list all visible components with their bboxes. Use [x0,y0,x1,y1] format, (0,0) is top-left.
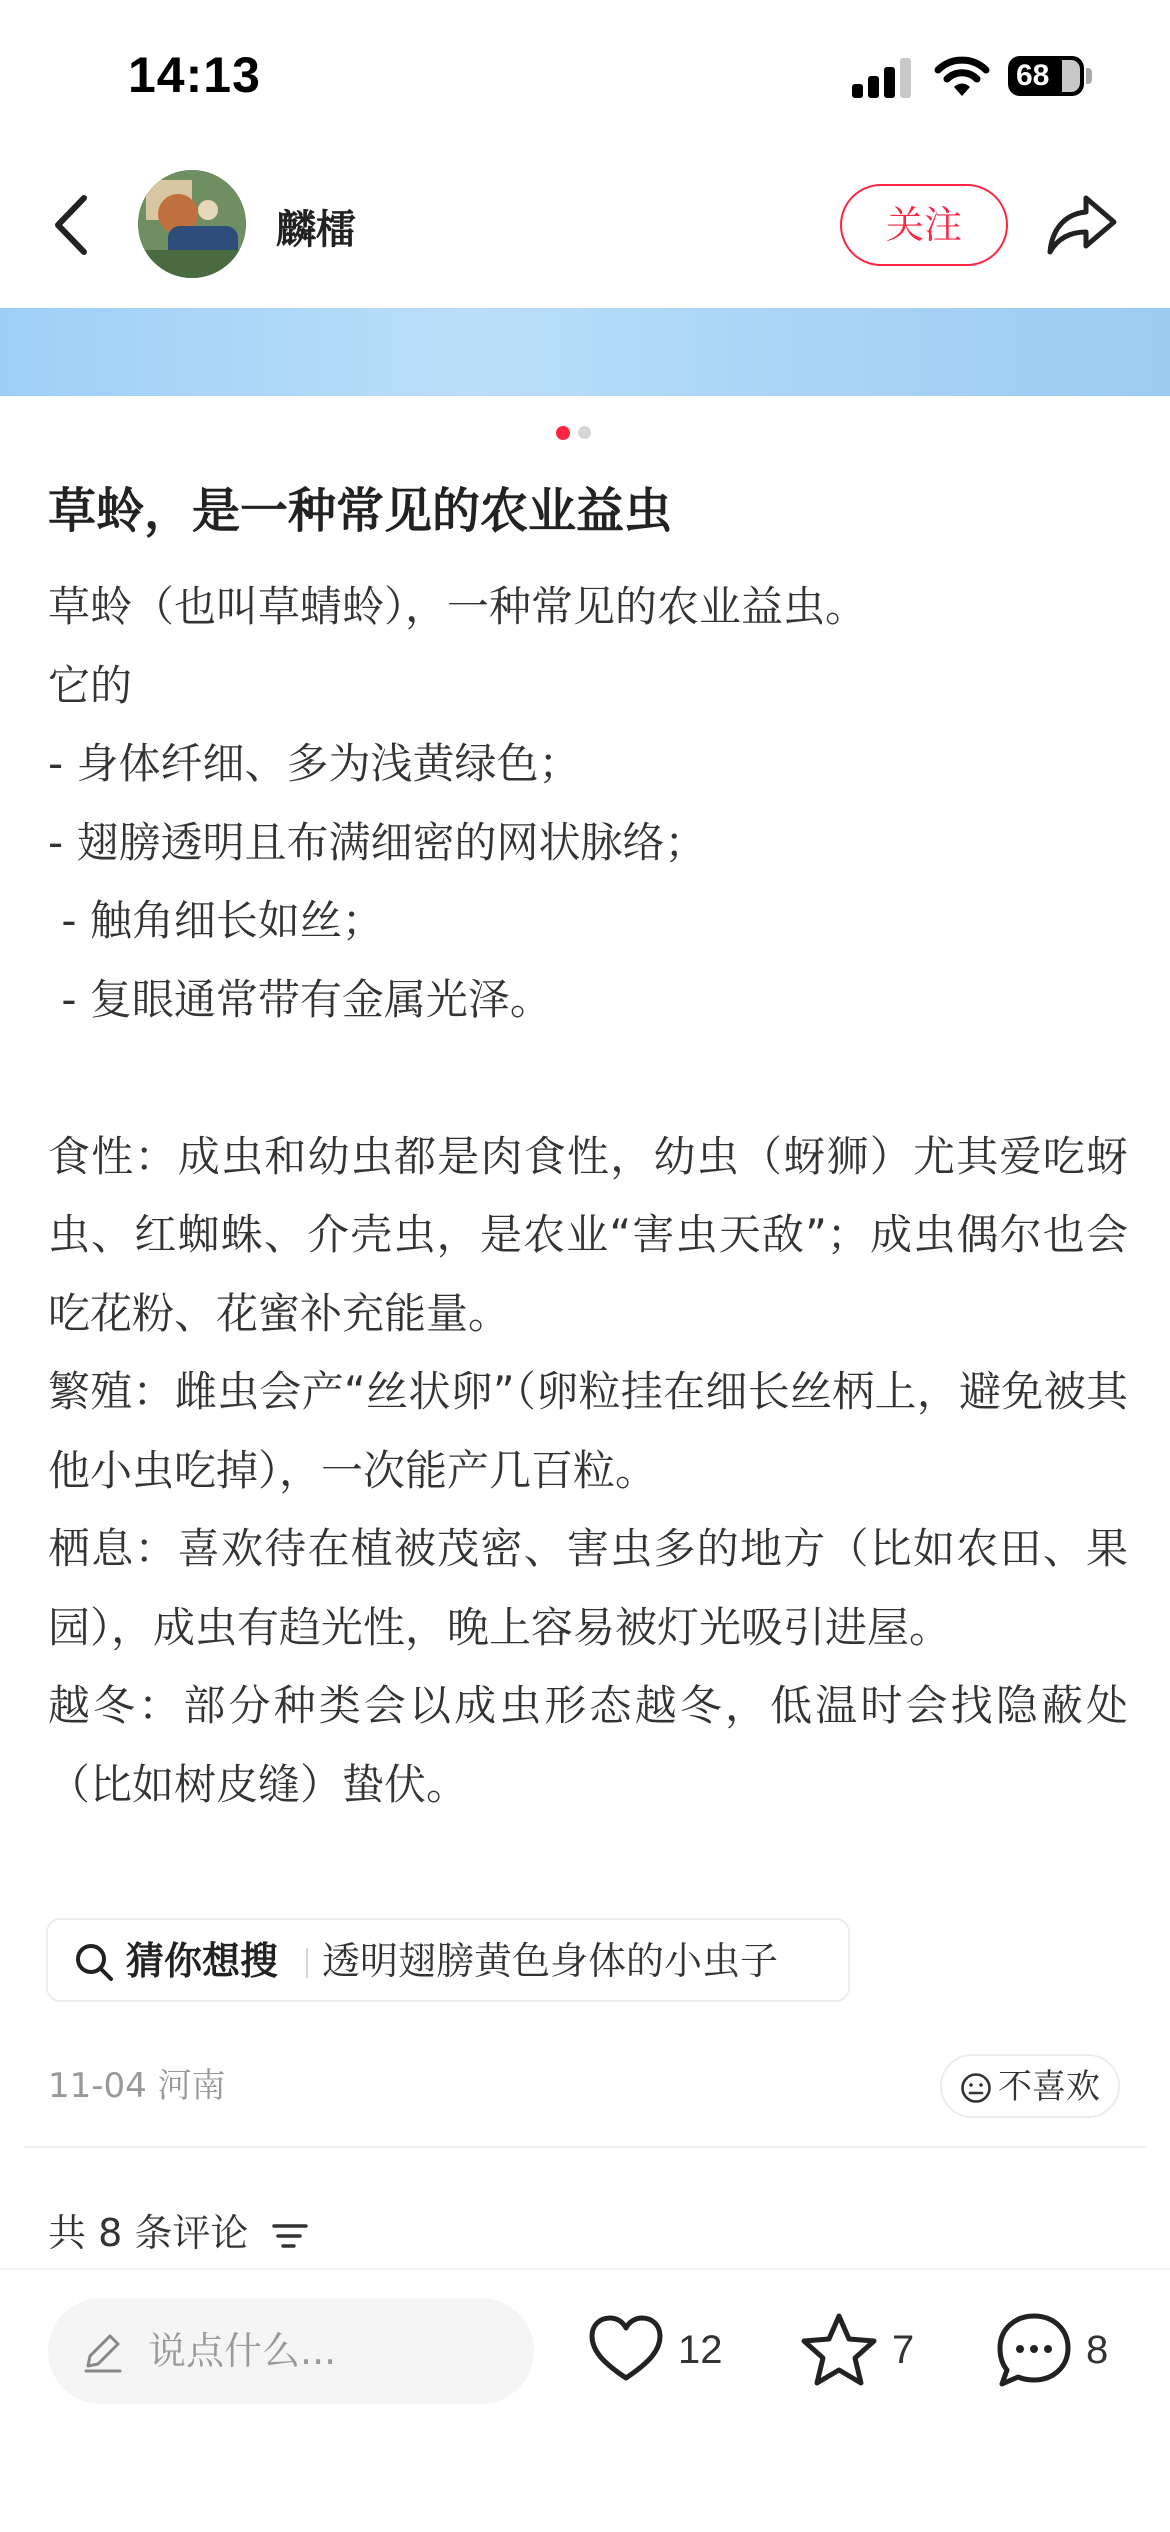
dislike-label: 不喜欢 [998,2067,1100,2107]
heart-icon [586,2310,666,2390]
battery-percent: 68 [1016,59,1050,92]
note-blank-line [48,1039,1128,1118]
battery-cap [1086,68,1092,84]
note-image-carousel[interactable] [0,308,1170,396]
like-count: 12 [678,2328,723,2372]
share-arrow-icon[interactable] [1046,192,1118,258]
chevron-left-icon[interactable] [44,190,104,260]
wifi-icon [934,54,990,98]
status-time: 14:13 [128,47,261,103]
battery-empty-portion [1062,60,1080,92]
carousel-indicator [556,426,616,440]
star-icon [798,2310,880,2390]
note-paragraph-diet: 食性：成虫和幼虫都是肉食性，幼虫（蚜狮）尤其爱吃蚜虫、红蜘蛛、介壳虫，是农业“害虫天敌”；成虫偶尔也会吃花粉、花蜜补充能量。 [48,1131,1128,1338]
sort-filter-icon[interactable] [270,2222,310,2252]
search-icon [74,1942,114,1982]
dislike-button[interactable] [940,2054,1120,2118]
collect-button[interactable] [798,2310,928,2390]
note-title: 草蛉，是一种常见的农业益虫 [48,483,673,539]
note-line: - 复眼通常带有金属光泽。 [48,974,552,1024]
status-bar [0,0,1170,150]
comment-button[interactable] [994,2310,1124,2390]
author-name[interactable]: 麟檑 [276,207,356,253]
collect-count: 7 [892,2328,915,2372]
comments-count: 共 8 条评论 [48,2211,249,2255]
comment-input-placeholder: 说点什么... [148,2329,337,2373]
note-body [48,568,1128,1824]
carousel-dot-active[interactable] [556,426,570,440]
avatar[interactable] [138,170,246,278]
carousel-dot[interactable] [578,426,591,439]
meh-face-icon [960,2072,992,2104]
battery-indicator [1008,56,1084,96]
follow-button[interactable]: 关注 [840,184,1008,266]
note-line: 草蛉（也叫草蜻蛉），一种常见的农业益虫。 [48,582,868,631]
pencil-icon [80,2330,124,2374]
search-suggestion-query: 透明翅膀黄色身体的小虫子 [322,1939,779,1983]
like-button[interactable] [586,2310,736,2390]
note-line: - 翅膀透明且布满细密的网状脉络； [48,817,707,867]
cellular-signal-icon [852,56,914,98]
comment-input[interactable] [48,2298,534,2404]
note-line: - 触角细长如丝； [48,896,384,945]
note-paragraph-breeding: 繁殖：雌虫会产“丝状卵”（卵粒挂在细长丝柄上，避免被其他小虫吃掉），一次能产几百粒。 [48,1367,1128,1495]
bottom-action-bar [0,2268,1170,2532]
comment-count: 8 [1086,2328,1109,2372]
note-paragraph-overwintering: 越冬：部分种类会以成虫形态越冬，低温时会找隐蔽处（比如树皮缝）蛰伏。 [48,1681,1128,1809]
note-header [0,150,1170,305]
avatar-image [138,170,246,278]
post-date-location: 11-04 河南 [48,2066,226,2106]
search-suggestion-chip[interactable] [46,1918,850,2002]
search-suggestion-label: 猜你想搜 [126,1939,279,1983]
note-line: 它的 [48,660,133,710]
comment-bubble-icon [994,2310,1074,2390]
note-paragraph-habitat: 栖息：喜欢待在植被茂密、害虫多的地方（比如农田、果园），成虫有趋光性，晚上容易被灯光吸引进屋。 [48,1524,1128,1652]
note-line: - 身体纤细、多为浅黄绿色； [48,739,581,788]
section-divider [24,2146,1146,2148]
search-suggestion-divider [306,1948,308,1978]
